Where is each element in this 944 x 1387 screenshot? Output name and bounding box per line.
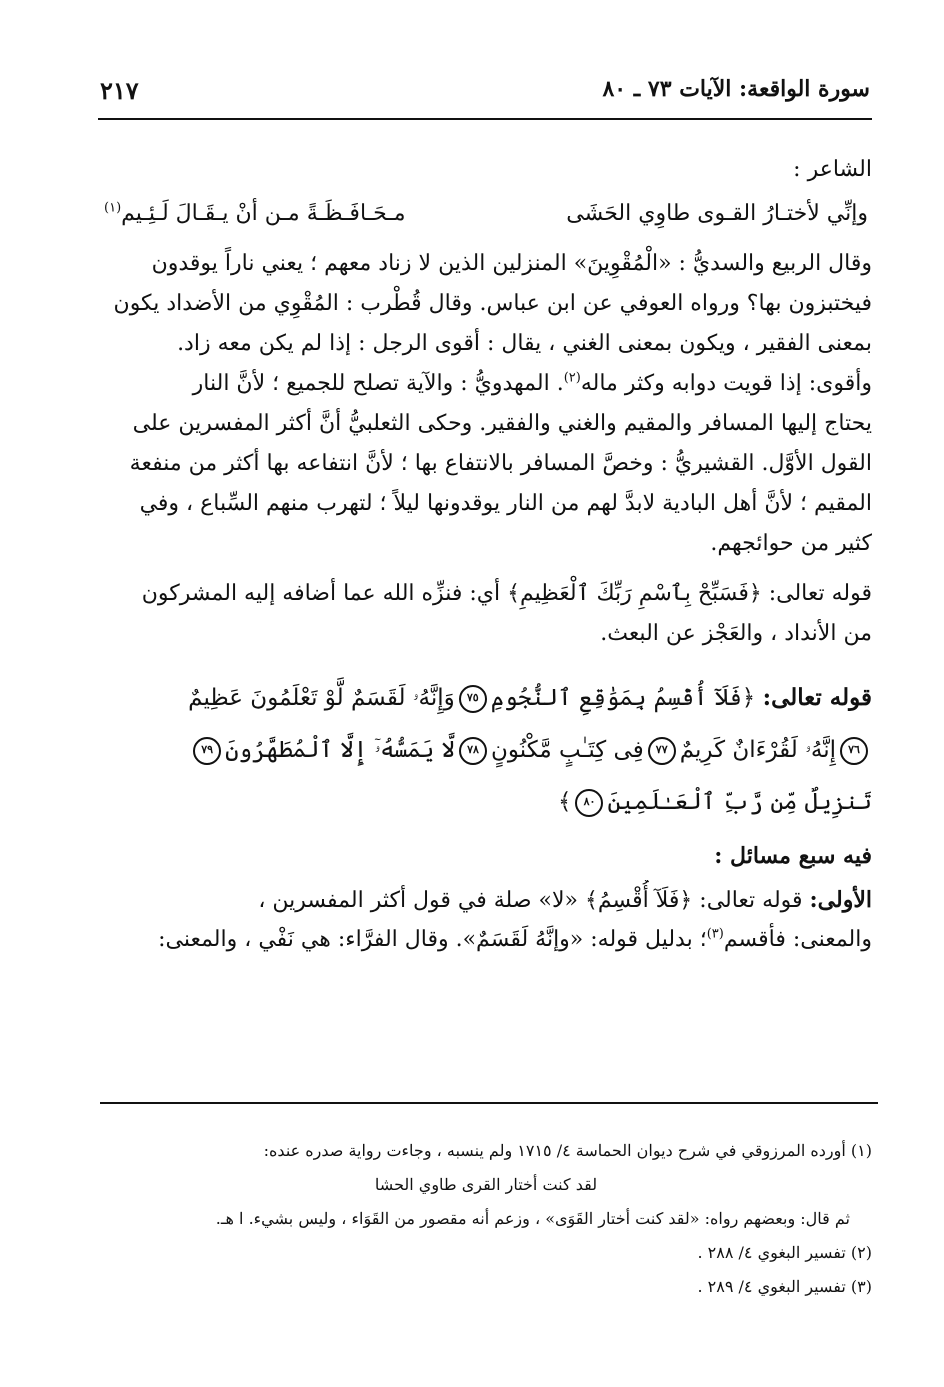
text-line: يحتاج إليها المسافر والمقيم والغني والفقير. وحكى الثعلبيُّ أنَّ أكثر المفسرين على (132, 411, 872, 436)
quran-text: تَنزِيلٌ مِّن رَّبِّ ٱلْعَـٰلَمِينَ (607, 789, 872, 815)
text-segment: . المهدويُّ : والآية تصلح للجميع ؛ لأنَّ النار (192, 371, 564, 396)
text-segment: ؛ بدليل قوله: «وإنَّهُ لَقَسَمٌ». وقال الفرَّاء: هي نَفْي ، والمعنى: (158, 927, 707, 952)
verse-first-hemistich: وإنِّي لأختـارُ القـوى طاوِي الحَشَى (566, 201, 868, 226)
text-line: القول الأوَّل. القشيريُّ : وخصَّ المسافر بالانتفاع بها ؛ لأنَّ انتفاعه بها أكثر من منفعة (129, 451, 872, 476)
verse-second-text: مـحَـافَـظَـةً مـن أنْ يـقَـالَ لَـئِـيم (121, 201, 406, 226)
text-line: من الأنداد ، والعَجْز عن البعث. (600, 621, 872, 646)
quran-line (100, 724, 872, 776)
ayah-marker: ٧٥ (459, 685, 487, 713)
text-line: وقال الربيع والسديُّ : «الْمُقْوِينَ» المنزلين الذين لا زناد معهم ؛ يعني ناراً يوقدون (151, 251, 872, 276)
quran-text: لَّا يَمَسُّهُۥٓ إِلَّا ٱلْمُطَهَّرُونَ (225, 737, 455, 763)
section-heading: فيه سبع مسائل : (714, 843, 872, 869)
footnote-1-continued: ثم قال: وبعضهم رواه: «لقد كنت أختار القَوَى» ، وزعم أنه مقصور من القَوَاء ، وليس بشيء. ا هـ. (215, 1209, 850, 1228)
ayah-marker: ٧٧ (648, 737, 676, 765)
issue-label: الأولى: (809, 887, 872, 913)
text-line: كثير من حوائجهم. (710, 531, 872, 556)
text-segment: وأقوى: إذا قويت دوابه وكثر ماله (580, 371, 872, 396)
issue-1 (100, 880, 872, 960)
footnote-1-verse: لقد كنت أختار القرى طاوي الحشا (374, 1175, 598, 1194)
footnote-rule (100, 1102, 878, 1104)
paragraph-1 (100, 244, 872, 564)
quran-passage (100, 672, 872, 828)
text-line (100, 364, 872, 404)
header-title: سورة الواقعة: الآيات ٧٣ ـ ٨٠ (602, 76, 870, 102)
footnote-3: (٣) تفسير البغوي ٤/ ٢٨٩ . (697, 1277, 872, 1296)
footnote-ref-3: (٣) (706, 926, 724, 942)
footnotes (100, 1134, 872, 1304)
text-segment: قوله تعالى: ﴿فَلَآ أُقْسِمُ﴾ «لا» صلة في قول أكثر المفسرين ، (258, 888, 803, 913)
header-rule (98, 118, 872, 120)
footnote-ref-1: (١) (104, 200, 122, 216)
footnote-ref-2: (٢) (563, 370, 581, 386)
text-segment: والمعنى: فأقسم (723, 927, 872, 952)
ayah-marker: ٧٦ (840, 737, 868, 765)
text-line: المقيم ؛ لأنَّ أهل البادية لابدَّ لهم من النار يوقدونها ليلاً ؛ لتهرب منهم السِّباع ، وفي (139, 491, 872, 516)
text-line: فيختبزون بها؟ ورواه العوفي عن ابن عباس. وقال قُطْرب : المُقْوِي من الأضداد يكون (113, 291, 872, 316)
quran-text: ﴿فَلَآ أُقْسِمُ بِمَوَٰقِعِ ٱلنُّجُومِ (490, 685, 756, 711)
ayah-marker: ٧٨ (459, 737, 487, 765)
paragraph-2 (100, 574, 872, 654)
text-line (100, 880, 872, 920)
quran-close-bracket: ﴾ (558, 789, 572, 815)
text-line: قوله تعالى: ﴿فَسَبِّحْ بِٱسْمِ رَبِّكَ ٱلْعَظِيمِ﴾ أي: فنزِّه الله عما أضافه إليه المشركون (141, 581, 872, 606)
ayah-marker: ٧٩ (193, 737, 221, 765)
quran-line (100, 776, 872, 828)
text-line (100, 920, 872, 960)
quran-label: قوله تعالى: (762, 684, 872, 711)
footnote-2: (٢) تفسير البغوي ٤/ ٢٨٨ . (697, 1243, 872, 1262)
quran-text: وَإِنَّهُۥ لَقَسَمٌ لَّوْ تَعْلَمُونَ عَظِيمٌ (188, 685, 455, 711)
main-text (100, 150, 872, 960)
ayah-marker: ٨٠ (575, 789, 603, 817)
page-number: ٢١٧ (100, 76, 139, 105)
poet-intro: الشاعر : (793, 157, 872, 182)
verse-second-hemistich (104, 194, 406, 234)
running-header (100, 76, 870, 116)
quran-text: فِى كِتَـٰبٍ مَّكْنُونٍ (490, 737, 644, 763)
poetry-verse (100, 194, 872, 234)
quran-text: إِنَّهُۥ لَقُرْءَانٌ كَرِيمٌ (679, 737, 836, 763)
quran-line (100, 672, 872, 724)
footnote-1: (١) أورده المرزوقي في شرح ديوان الحماسة ٤/ ١٧١٥ ولم ينسبه ، وجاءت رواية صدره عنده: (263, 1141, 872, 1160)
text-line: بمعنى الفقير ، ويكون بمعنى الغني ، يقال : أقوى الرجل : إذا لم يكن معه زاد. (177, 331, 872, 356)
